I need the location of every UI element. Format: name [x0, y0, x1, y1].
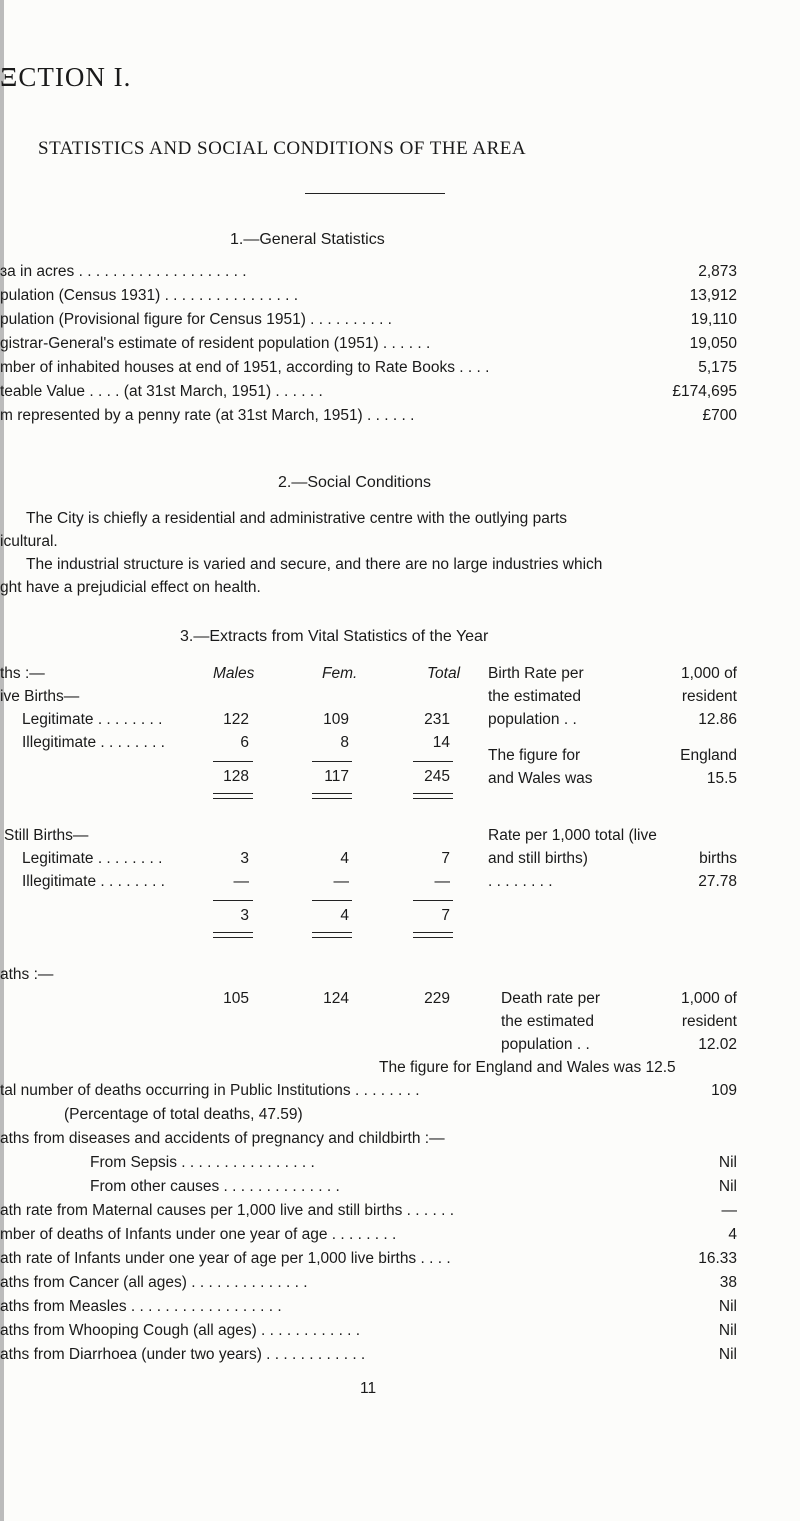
- column-header-total: Total: [427, 665, 461, 682]
- general-row: [0, 383, 737, 403]
- row-value: —: [721, 1202, 737, 1219]
- note-text: The figure for: [488, 747, 581, 764]
- total-double-rule: [312, 793, 352, 799]
- total-double-rule: [312, 932, 352, 938]
- note-text: Birth Rate per: [488, 665, 584, 682]
- still-total-males: 3: [240, 907, 249, 924]
- row-label: From other causes . . . . . . . . . . . . . .: [90, 1178, 340, 1195]
- still-legitimate-males: 3: [240, 850, 249, 867]
- still-total-total: 7: [441, 907, 450, 924]
- pregnancy-deaths-heading: aths from diseases and accidents of pregnancy and childbirth :—: [0, 1130, 445, 1147]
- note-text: resident: [681, 1013, 737, 1030]
- social-paragraph-2-cont: ght have a prejudicial effect on health.: [0, 579, 261, 596]
- still-births-label: Still Births—: [4, 827, 89, 844]
- deaths-total: 229: [424, 990, 450, 1007]
- general-row-value: £700: [702, 407, 737, 424]
- general-row-label: pulation (Provisional figure for Census 1951) . . . . . . . . . .: [0, 311, 392, 328]
- general-row-label: gistrar-General's estimate of resident population (1951) . . . . . .: [0, 335, 431, 352]
- social-paragraph-1: The City is chiefly a residential and administrative centre with the outlying parts: [26, 510, 568, 527]
- page-number: 11: [360, 1380, 377, 1397]
- birth-rate-value: 12.86: [698, 711, 737, 728]
- general-row-label: ɜa in acres . . . . . . . . . . . . . . . . . . . .: [0, 263, 247, 280]
- row-label: tal number of deaths occurring in Public Institutions . . . . . . . .: [0, 1082, 420, 1099]
- general-row-value: 5,175: [698, 359, 737, 376]
- death-rate-value: 12.02: [698, 1036, 737, 1053]
- live-legitimate-fem: 109: [323, 711, 349, 728]
- deaths-label: aths :—: [0, 966, 54, 983]
- other-causes-row: [90, 1178, 737, 1198]
- deaths-fem: 124: [323, 990, 349, 1007]
- still-illegitimate-males: —: [233, 873, 249, 890]
- row-label: aths from Whooping Cough (all ages) . . . . . . . . . . . .: [0, 1322, 361, 1339]
- deaths-males: 105: [223, 990, 249, 1007]
- note-text: and still births): [488, 850, 588, 867]
- general-row: [0, 359, 737, 379]
- live-illegitimate-total: 14: [432, 734, 450, 751]
- england-birth-rate-value: 15.5: [706, 770, 737, 787]
- misc-row: [0, 1202, 737, 1222]
- misc-row: [0, 1298, 737, 1318]
- row-value: Nil: [718, 1346, 737, 1363]
- general-row-label: teable Value . . . . (at 31st March, 1951) . . . . . .: [0, 383, 323, 400]
- general-row-label: mber of inhabited houses at end of 1951, according to Rate Books . . . .: [0, 359, 490, 376]
- sepsis-row: [90, 1154, 737, 1174]
- page-title: STATISTICS AND SOCIAL CONDITIONS OF THE AREA: [38, 138, 527, 159]
- general-row: [0, 335, 737, 355]
- still-legitimate-total: 7: [441, 850, 450, 867]
- sum-rule: [413, 900, 453, 901]
- row-label: aths from Cancer (all ages) . . . . . . . . . . . . . .: [0, 1274, 308, 1291]
- total-double-rule: [213, 793, 253, 799]
- row-label: From Sepsis . . . . . . . . . . . . . . . .: [90, 1154, 315, 1171]
- note-text: 1,000 of: [680, 665, 737, 682]
- general-statistics-heading: 1.—General Statistics: [230, 231, 385, 248]
- misc-row: [0, 1274, 737, 1294]
- row-label: aths from Measles . . . . . . . . . . . . . . . . . .: [0, 1298, 282, 1315]
- sum-rule: [213, 900, 253, 901]
- institution-deaths-row: [0, 1082, 737, 1102]
- row-value: 4: [728, 1226, 737, 1243]
- england-death-figure: The figure for England and Wales was 12.5: [379, 1059, 676, 1076]
- live-births-label: ive Births—: [0, 688, 80, 705]
- column-header-males: Males: [213, 665, 255, 682]
- still-total-fem: 4: [340, 907, 349, 924]
- live-legitimate-label: Legitimate . . . . . . . .: [22, 711, 163, 728]
- still-illegitimate-fem: —: [333, 873, 349, 890]
- sum-rule: [312, 900, 352, 901]
- row-label: ath rate from Maternal causes per 1,000 live and still births . . . . . .: [0, 1202, 455, 1219]
- row-value: Nil: [718, 1154, 737, 1171]
- general-row: [0, 407, 737, 427]
- general-row-value: 2,873: [698, 263, 737, 280]
- general-row-value: £174,695: [672, 383, 737, 400]
- general-row-label: pulation (Census 1931) . . . . . . . . . . . . . . . .: [0, 287, 299, 304]
- misc-row: [0, 1346, 737, 1366]
- live-illegitimate-label: Illegitimate . . . . . . . .: [22, 734, 165, 751]
- live-illegitimate-males: 6: [240, 734, 249, 751]
- row-label: aths from Diarrhoea (under two years) . . . . . . . . . . . .: [0, 1346, 366, 1363]
- title-divider: [305, 193, 445, 194]
- sum-rule: [413, 761, 453, 762]
- note-text: population . .: [501, 1036, 590, 1053]
- row-label: ath rate of Infants under one year of age per 1,000 live births . . . .: [0, 1250, 451, 1267]
- institution-deaths-percentage: (Percentage of total deaths, 47.59): [64, 1106, 303, 1123]
- social-paragraph-2: The industrial structure is varied and secure, and there are no large industries which: [26, 556, 603, 573]
- births-label: ths :—: [0, 665, 45, 682]
- misc-row: [0, 1250, 737, 1270]
- total-double-rule: [413, 932, 453, 938]
- general-row-value: 19,110: [690, 311, 737, 328]
- sum-rule: [312, 761, 352, 762]
- row-value: 38: [719, 1274, 737, 1291]
- row-value: 16.33: [698, 1250, 737, 1267]
- sum-rule: [213, 761, 253, 762]
- note-text: the estimated: [501, 1013, 595, 1030]
- note-text: births: [699, 850, 737, 867]
- note-text: England: [680, 747, 737, 764]
- general-row-label: m represented by a penny rate (at 31st March, 1951) . . . . . .: [0, 407, 415, 424]
- live-illegitimate-fem: 8: [340, 734, 349, 751]
- social-paragraph-1-cont: icultural.: [0, 533, 58, 550]
- total-births-rate-value: 27.78: [698, 873, 737, 890]
- live-legitimate-total: 231: [424, 711, 450, 728]
- column-header-fem: Fem.: [322, 665, 358, 682]
- live-legitimate-males: 122: [223, 711, 249, 728]
- vital-statistics-heading: 3.—Extracts from Vital Statistics of the Year: [180, 628, 489, 645]
- general-row: [0, 263, 737, 283]
- note-text: Rate per 1,000 total (live: [488, 827, 657, 844]
- row-value: Nil: [718, 1178, 737, 1195]
- live-total-males: 128: [223, 768, 249, 785]
- note-text: . . . . . . . .: [488, 873, 553, 890]
- total-double-rule: [213, 932, 253, 938]
- general-row: [0, 287, 737, 307]
- row-value: 109: [711, 1082, 737, 1099]
- note-text: and Wales was: [488, 770, 593, 787]
- still-legitimate-label: Legitimate . . . . . . . .: [22, 850, 163, 867]
- row-value: Nil: [718, 1322, 737, 1339]
- section-heading: ΞCTION I.: [0, 62, 132, 92]
- note-text: population . .: [488, 711, 577, 728]
- general-row-value: 19,050: [689, 335, 737, 352]
- social-conditions-heading: 2.—Social Conditions: [278, 474, 431, 491]
- still-illegitimate-label: Illegitimate . . . . . . . .: [22, 873, 165, 890]
- row-label: mber of deaths of Infants under one year of age . . . . . . . .: [0, 1226, 397, 1243]
- row-value: Nil: [718, 1298, 737, 1315]
- note-text: resident: [681, 688, 737, 705]
- note-text: the estimated: [488, 688, 582, 705]
- general-row: [0, 311, 737, 331]
- live-total-fem: 117: [324, 768, 349, 785]
- live-total-total: 245: [424, 768, 450, 785]
- still-legitimate-fem: 4: [340, 850, 349, 867]
- note-text: 1,000 of: [680, 990, 737, 1007]
- general-row-value: 13,912: [689, 287, 737, 304]
- misc-row: [0, 1322, 737, 1342]
- still-illegitimate-total: —: [434, 873, 450, 890]
- misc-row: [0, 1226, 737, 1246]
- total-double-rule: [413, 793, 453, 799]
- note-text: Death rate per: [501, 990, 601, 1007]
